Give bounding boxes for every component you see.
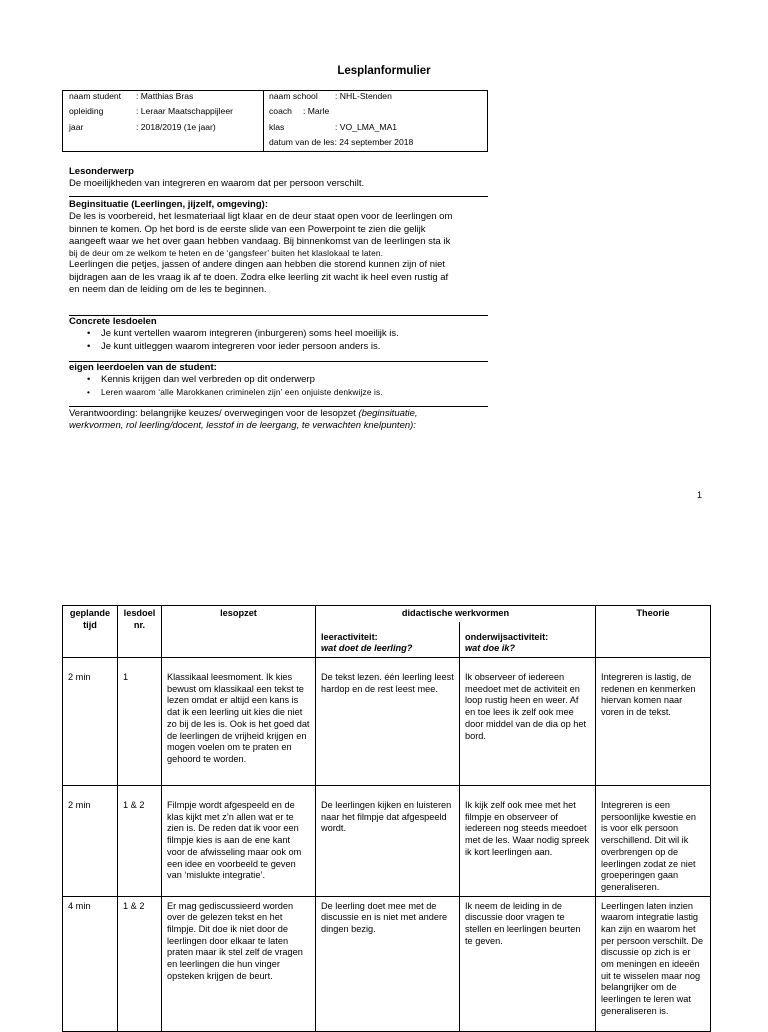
beginsituatie-line: aangeeft waar we het over gaan hebben vandaag. Bij binnenkomst van de leerlingen sta ik	[69, 236, 451, 248]
lesonderwerp-section	[69, 166, 488, 191]
eigen-leerdoelen-heading: eigen leerdoelen van de student:	[69, 362, 217, 373]
cell-lesopzet: Filmpje wordt afgespeeld en de klas kijkt met z’n allen wat er te zien is. De reden dat ik voor een filmpje kies is aan de ene kant voor de afwisseling maar ook om een idee en voorbeeld te geven van ‘mislukte integratie’.	[162, 786, 316, 897]
info-datum: datum van de les: 24 september 2018	[269, 137, 414, 147]
verantwoording-text: Verantwoording: belangrijke keuzes/ overwegingen voor de lesopzet	[69, 408, 359, 419]
lesonderwerp-heading: Lesonderwerp	[69, 166, 134, 177]
table-row	[63, 786, 711, 897]
cell-lesopzet: Er mag gediscussieerd worden over de gelezen tekst en het filmpje. Dit doe ik niet door de leerlingen door elkaar te laten praten maar ik stel zelf de vragen en leerlingen die hun vinger opsteken krijgen de beurt.	[162, 896, 316, 1031]
cell-lesopzet: Klassikaal leesmoment. Ik kies bewust om klassikaal een tekst te lezen omdat er altijd een kans is dat ik een leerling uit kies die niet zo bij de les is. Ook is het goed dat de leerlingen de vrijheid krijgen en mogen voelen om te praten en gehoord te worden.	[162, 658, 316, 786]
info-klas: klas	[269, 122, 285, 132]
page-title: Lesplanformulier	[337, 65, 431, 77]
col-header-lesdoel: lesdoel nr.	[118, 606, 162, 658]
lesson-plan-table	[62, 605, 711, 1032]
list-item: • Je kunt uitleggen waarom integreren voor ieder persoon anders is.	[101, 341, 488, 353]
leeractiviteit-question: wat doet de leerling?	[321, 643, 413, 654]
cell-leeractiviteit: De leerlingen kijken en luisteren naar het filmpje dat afgespeeld wordt.	[316, 786, 460, 897]
cell-theorie: Integreren is een persoonlijke kwestie en is voor elk persoon verschillend. Dit wil ik overbrengen op de leerlingen zodat ze niet groeperingen gaan generaliseren.	[596, 786, 711, 897]
info-naam-student	[69, 91, 121, 102]
beginsituatie-line: bijdragen aan de les vraag ik af te doen. Zodra elke leerling zit wacht ik heel even rustig af	[69, 271, 449, 283]
col-header-werkvormen: didactische werkvormen	[316, 606, 596, 622]
cell-theorie: Leerlingen laten inzien waarom integratie lastig kan zijn en waarom het per persoon verschilt. De discussie op zich is er om meningen en ideeën uit te wisselen maar nog belangrijker om de leerlingen te leren wat generaliseren is.	[596, 896, 711, 1031]
info-jaar: jaar	[69, 122, 84, 132]
info-naam-school: naam school	[269, 91, 318, 101]
table-row	[63, 658, 711, 786]
info-naam-student-value: : Matthias Bras	[136, 91, 194, 101]
col-header-lesopzet: lesopzet	[162, 606, 316, 658]
section-divider	[69, 196, 488, 197]
verantwoording-line	[69, 408, 488, 420]
cell-leeractiviteit: De leerling doet mee met de discussie en is niet met andere dingen bezig.	[316, 896, 460, 1031]
info-label: naam student	[69, 91, 122, 101]
student-info-box	[62, 90, 488, 152]
cell-theorie: Integreren is lastig, de redenen en kenmerken hiervan komen naar voren in de tekst.	[596, 658, 711, 786]
col-header-tijd: geplande tijd	[63, 606, 118, 658]
beginsituatie-line: en neem dan de leiding om de les te beginnen.	[69, 283, 267, 295]
beginsituatie-heading: Beginsituatie (Leerlingen, jijzelf, omgeving):	[69, 199, 268, 210]
verantwoording-italic: werkvormen, rol leerling/docent, lesstof in de leergang, te verwachten knelpunten):	[69, 420, 416, 432]
info-klas-value: : VO_LMA_MA1	[335, 122, 398, 132]
cell-lesdoel: 1	[118, 658, 162, 786]
subheader-leeractiviteit	[316, 622, 460, 658]
info-divider	[263, 91, 264, 151]
cell-onderwijsactiviteit: Ik kijk zelf ook mee met het filmpje en observeer of iedereen nog steeds meedoet met de les. Waar nodig spreek ik kort leerlingen aan.	[460, 786, 596, 897]
table-header-row	[63, 606, 711, 622]
cell-leeractiviteit: De tekst lezen. één leerling leest hardop en de rest leest mee.	[316, 658, 460, 786]
concrete-lesdoelen-list	[69, 328, 488, 353]
eigen-leerdoelen-section	[69, 362, 488, 397]
leeractiviteit-label: leeractiviteit:	[321, 631, 378, 642]
cell-onderwijsactiviteit: Ik observeer of iedereen meedoet met de activiteit en loop rustig heen en weer. Af en toe lees ik zelf ook mee door middel van de dia op het bord.	[460, 658, 596, 786]
lesonderwerp-text: De moeilijkheden van integreren en waarom dat per persoon verschilt.	[69, 178, 365, 190]
info-jaar-value: : 2018/2019 (1e jaar)	[136, 122, 216, 132]
concrete-lesdoelen-section	[69, 316, 488, 353]
info-naam-school-value: : NHL-Stenden	[335, 91, 392, 101]
cell-tijd: 2 min	[63, 786, 118, 897]
beginsituatie-section	[69, 199, 488, 296]
page-number: 1	[697, 490, 703, 500]
info-coach-value: : Marle	[303, 106, 330, 116]
cell-tijd: 4 min	[63, 896, 118, 1031]
cell-lesdoel: 1 & 2	[118, 786, 162, 897]
beginsituatie-line: binnen te komen. Op het bord is de eerste slide van een Powerpoint te zien die gelijk	[69, 223, 426, 235]
beginsituatie-line: bij de deur om ze welkom te heten en de ‘gangsfeer’ buiten het klaslokaal te laten.	[69, 248, 384, 259]
verantwoording-section	[69, 408, 488, 433]
list-item: • Je kunt vertellen waarom integreren (inburgeren) soms heel moeilijk is.	[101, 328, 488, 340]
subheader-onderwijsactiviteit	[460, 622, 596, 658]
table-row	[63, 896, 711, 1031]
info-coach: coach	[269, 106, 292, 116]
col-header-theorie: Theorie	[596, 606, 711, 658]
concrete-lesdoelen-heading: Concrete lesdoelen	[69, 316, 157, 327]
cell-tijd: 2 min	[63, 658, 118, 786]
info-opleiding: opleiding	[69, 106, 104, 116]
eigen-leerdoelen-list	[69, 374, 488, 397]
onderwijsactiviteit-question: wat doe ik?	[465, 643, 516, 654]
beginsituatie-line: Leerlingen die petjes, jassen of andere dingen aan hebben die storend kunnen zijn of niet	[69, 259, 446, 271]
list-item: • Kennis krijgen dan wel verbreden op dit onderwerp	[101, 374, 488, 386]
cell-lesdoel: 1 & 2	[118, 896, 162, 1031]
info-opleiding-value: : Leraar Maatschappijleer	[136, 106, 233, 116]
list-item: • Leren waarom ‘alle Marokkanen criminelen zijn’ een onjuiste denkwijze is.	[101, 387, 488, 398]
section-divider	[69, 406, 488, 407]
beginsituatie-line: De les is voorbereid, het lesmateriaal ligt klaar en de deur staat open voor de leerlingen om	[69, 211, 453, 223]
verantwoording-italic: (beginsituatie,	[358, 408, 418, 419]
onderwijsactiviteit-label: onderwijsactiviteit:	[465, 631, 549, 642]
cell-onderwijsactiviteit: Ik neem de leiding in de discussie door vragen te stellen en leerlingen beurten te geven.	[460, 896, 596, 1031]
